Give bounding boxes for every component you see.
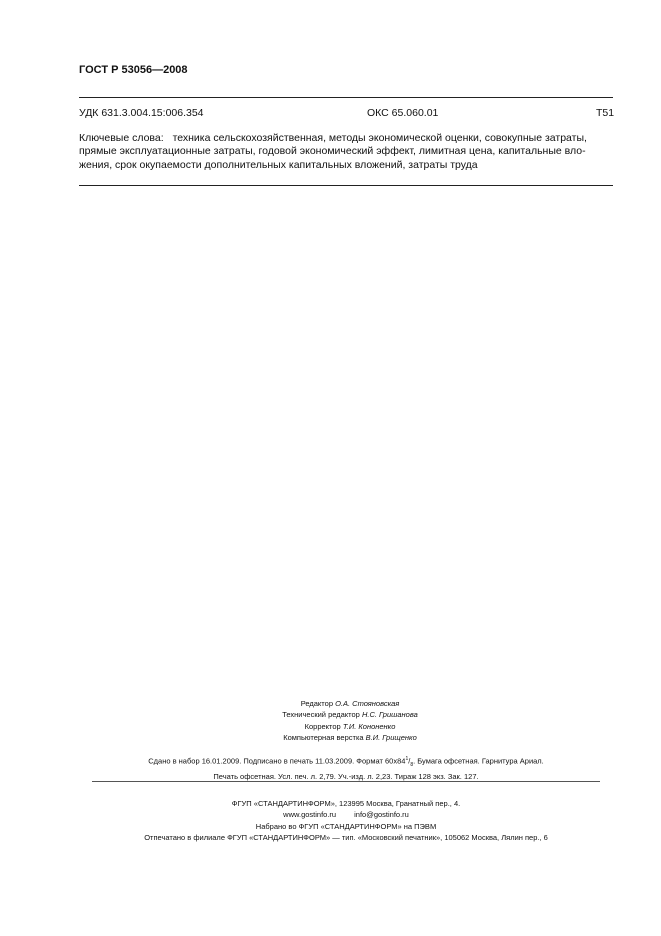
document-code: ГОСТ Р 53056—2008: [79, 64, 188, 76]
keywords-block: [79, 132, 613, 172]
publisher-address: ФГУП «СТАНДАРТИНФОРМ», 123995 Москва, Гранатный пер., 4.: [231, 799, 461, 808]
tech-editor-line: [200, 709, 500, 720]
print-info-line-2: Печать офсетная. Усл. печ. л. 2,79. Уч.-изд. л. 2,23. Тираж 128 экз. Зак. 127.: [213, 772, 479, 781]
print-info-text-b: . Бумага офсетная. Гарнитура Ариал.: [413, 756, 544, 766]
tech-editor-name: Н.С. Гришанова: [361, 710, 418, 720]
format-sub: 8: [410, 762, 414, 768]
print-info-line-1: Сдано в набор 16.01.2009. Подписано в печать 11.03.2009. Формат $60x84^1/_8$. Бумага офсетная. Гарнитура Ариал.: [148, 756, 544, 768]
corrector-label: Корректор: [304, 721, 341, 731]
tech-editor-label: Технический редактор: [282, 710, 360, 720]
editor-name: О.А. Стояновская: [335, 699, 400, 708]
keywords-text-1: техника сельскохозяйственная, методы экономической оценки, совокупные затраты,: [172, 132, 587, 144]
publisher-contacts: [79, 809, 613, 820]
layout-name: В.И. Грищенко: [365, 733, 417, 743]
editors-block: [200, 698, 500, 744]
keywords-line-1: [79, 132, 613, 145]
class-code: Т51: [596, 107, 615, 119]
print-info-text-a: Сдано в набор 16.01.2009. Подписано в печать 11.03.2009. Формат 60x84: [148, 756, 406, 766]
oks-code: ОКС 65.060.01: [367, 107, 439, 119]
udk-code: УДК 631.3.004.15:006.354: [79, 107, 204, 119]
typeset-info: Набрано во ФГУП «СТАНДАРТИНФОРМ» на ПЭВМ: [255, 821, 437, 831]
layout-label: Компьютерная верстка: [283, 733, 364, 743]
corrector-name: Т.И. Кононенко: [342, 721, 396, 731]
printed-info: Отпечатано в филиале ФГУП «СТАНДАРТИНФОРМ» — тип. «Московский печатник», 105062 Москва, Лялин пер., 6: [144, 833, 548, 843]
editor-label: Редактор: [300, 699, 333, 708]
header-divider: [79, 97, 613, 98]
keywords-divider: [79, 185, 613, 186]
publisher-email: info@gostinfo.ru: [354, 810, 409, 820]
keywords-label: Ключевые слова:: [79, 132, 164, 144]
format-sup: 1: [405, 756, 409, 762]
publisher-website: www.gostinfo.ru: [283, 810, 337, 820]
layout-line: [200, 732, 500, 743]
keywords-line-3: жения, срок окупаемости дополнительных капитальных вложений, затраты труда: [79, 158, 478, 171]
editor-line: [200, 698, 500, 709]
corrector-line: [200, 721, 500, 732]
print-info-block: [79, 753, 613, 783]
publisher-block: [79, 798, 613, 844]
keywords-line-2: прямые эксплуатационные затраты, годовой экономический эффект, лимитная цена, капитальные вло-: [79, 145, 586, 158]
print-info-divider: [92, 781, 600, 782]
